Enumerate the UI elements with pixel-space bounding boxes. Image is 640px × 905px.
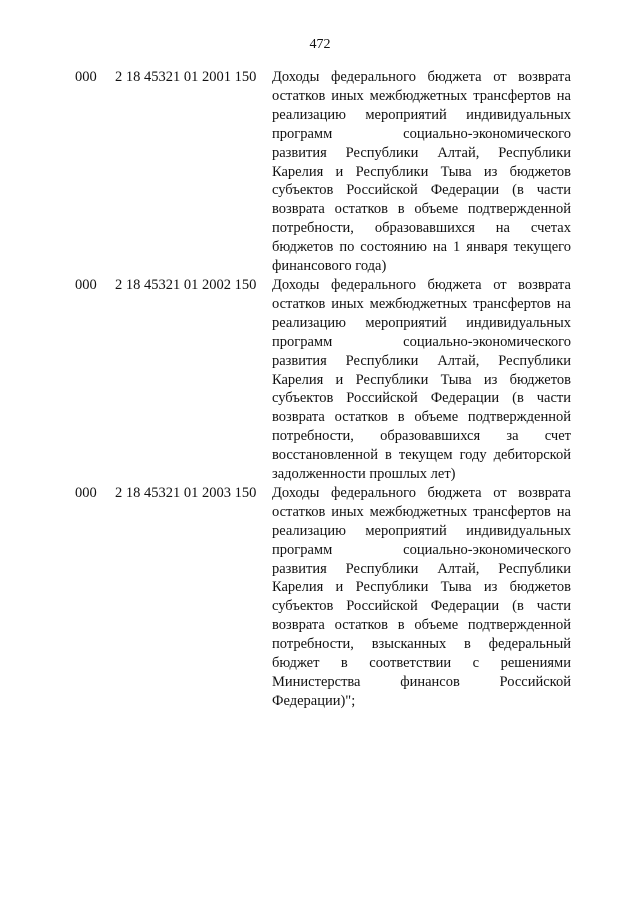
- description-line: остатков иных межбюджетных трансфертов на: [272, 87, 571, 104]
- admin-code: 000: [75, 69, 97, 85]
- description-line: Карелия и Республики Тыва из бюджетов: [272, 371, 571, 388]
- description-line: возврата остатков в объеме подтвержденной: [272, 201, 571, 218]
- table-row: [0, 276, 640, 484]
- description-line: остатков иных межбюджетных трансфертов на: [272, 503, 571, 520]
- description-line: программ социально-экономического: [272, 125, 571, 142]
- description-line: развития Республики Алтай, Республики: [272, 560, 571, 577]
- classification-code: 2 18 45321 01 2001 150: [115, 69, 257, 85]
- table-row: [0, 68, 640, 276]
- entry-description: [272, 276, 571, 484]
- table-row: [0, 484, 640, 711]
- description-line: возврата остатков в объеме подтвержденной: [272, 409, 571, 426]
- entry-list: [0, 68, 640, 711]
- description-line: бюджетов по состоянию на 1 января текущего: [272, 239, 571, 256]
- description-line: Доходы федерального бюджета от возврата: [272, 484, 571, 501]
- description-line: субъектов Российской Федерации (в части: [272, 182, 571, 199]
- description-line: Карелия и Республики Тыва из бюджетов: [272, 163, 571, 180]
- description-line: Министерства финансов Российской: [272, 674, 571, 690]
- description-line: потребности, образовавшихся за счет: [272, 428, 571, 445]
- classification-code: 2 18 45321 01 2003 150: [115, 484, 257, 501]
- description-line: потребности, взысканных в федеральный: [272, 636, 571, 653]
- description-line: Доходы федерального бюджета от возврата: [272, 69, 571, 85]
- entry-description: [272, 68, 571, 276]
- description-line: развития Республики Алтай, Республики: [272, 144, 571, 161]
- entry-description: [272, 484, 571, 711]
- description-line: реализацию мероприятий индивидуальных: [272, 314, 571, 331]
- page-number: 472: [309, 37, 331, 52]
- admin-code: 000: [75, 484, 97, 501]
- classification-code: 2 18 45321 01 2002 150: [115, 276, 257, 293]
- description-line: реализацию мероприятий индивидуальных: [272, 522, 571, 539]
- description-line: восстановленной в текущем году дебиторской: [272, 447, 571, 464]
- description-line: субъектов Российской Федерации (в части: [272, 390, 571, 407]
- admin-code: 000: [75, 276, 97, 293]
- description-line: потребности, образовавшихся на счетах: [272, 220, 571, 237]
- description-line: Федерации)";: [272, 692, 356, 709]
- description-line: развития Республики Алтай, Республики: [272, 352, 571, 369]
- description-line: реализацию мероприятий индивидуальных: [272, 106, 571, 123]
- description-line: программ социально-экономического: [272, 333, 571, 350]
- description-line: программ социально-экономического: [272, 541, 571, 558]
- description-line: Карелия и Республики Тыва из бюджетов: [272, 579, 571, 596]
- description-line: финансового года): [272, 258, 387, 275]
- description-line: возврата остатков в объеме подтвержденной: [272, 617, 571, 634]
- description-line: остатков иных межбюджетных трансфертов на: [272, 295, 571, 312]
- description-line: бюджет в соответствии с решениями: [272, 655, 571, 672]
- description-line: Доходы федерального бюджета от возврата: [272, 276, 571, 293]
- description-line: субъектов Российской Федерации (в части: [272, 598, 571, 615]
- description-line: задолженности прошлых лет): [272, 466, 456, 483]
